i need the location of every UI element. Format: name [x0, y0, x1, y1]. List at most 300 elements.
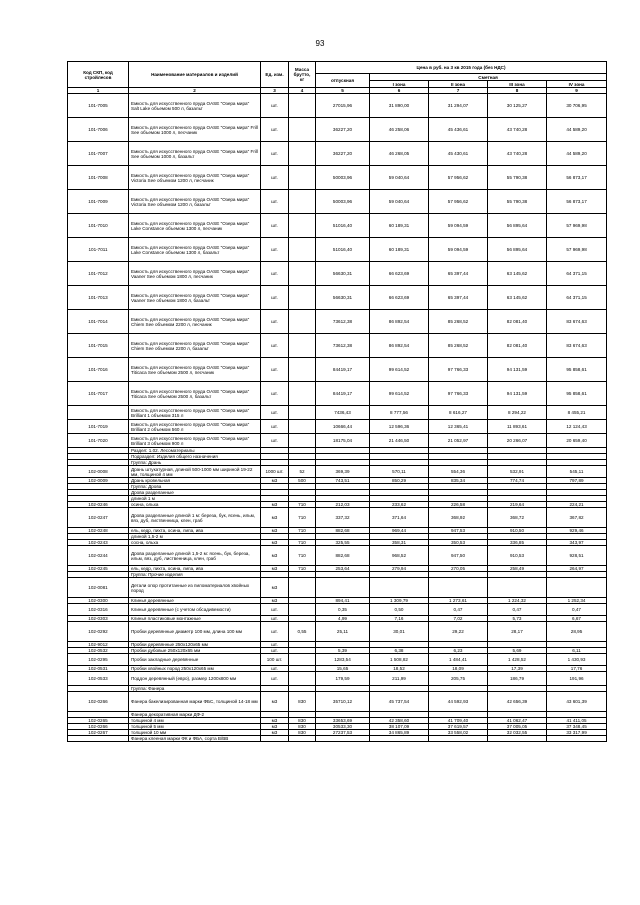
item-unit: м3	[261, 478, 289, 484]
item-name: Емкость для искусственного пруда OASE "Озера мира" Frill See объемом 1000 л, песчаник	[129, 118, 261, 142]
table-row	[68, 310, 607, 334]
item-mass	[289, 604, 316, 616]
zone4-price: 264,97	[547, 566, 607, 572]
table-row	[68, 262, 607, 286]
item-mass	[289, 672, 316, 686]
zone1-price: 46 268,05	[370, 142, 429, 166]
zone2-price: 350,53	[429, 540, 488, 546]
release-price: 84419,17	[316, 382, 370, 406]
item-code: 101-7005	[68, 94, 129, 118]
zone4-price: 64 371,15	[547, 286, 607, 310]
empty-cell	[429, 736, 488, 742]
item-code: 102-0244	[68, 546, 129, 566]
zone2-price: 835,34	[429, 478, 488, 484]
section-title: Группа: Прочие изделия	[129, 572, 261, 578]
item-code: 102-0248	[68, 528, 129, 534]
zone3-price: 11 893,61	[488, 420, 547, 434]
zone1-price: 60 189,31	[370, 214, 429, 238]
item-code: 102-0243	[68, 540, 129, 546]
item-unit: м3	[261, 528, 289, 534]
item-unit: м3	[261, 692, 289, 712]
item-unit: шт.	[261, 648, 289, 654]
item-name: ель, кедр, пихта, осина, липа, ива	[129, 566, 261, 572]
item-name: Емкость для искусственного пруда OASE "Озера мира" Lake Constance объемом 1300 л, песчаник	[129, 214, 261, 238]
item-unit: м3	[261, 598, 289, 604]
zone1-price: 233,62	[370, 502, 429, 508]
release-price: 179,59	[316, 672, 370, 686]
item-unit: шт.	[261, 214, 289, 238]
release-price: 50003,96	[316, 166, 370, 190]
zone1-price: 12 596,36	[370, 420, 429, 434]
item-code: 102-0300	[68, 598, 129, 604]
item-code: 102-0316	[68, 604, 129, 616]
zone3-price: 94 131,59	[488, 382, 547, 406]
zone4-price: 64 371,15	[547, 262, 607, 286]
zone2-price: 41 709,40	[429, 718, 488, 724]
item-unit: шт.	[261, 434, 289, 448]
zone3-price: 1 224,32	[488, 598, 547, 604]
index-cell: 2	[129, 88, 261, 94]
item-mass: 830	[289, 730, 316, 736]
item-name: ель, кедр, пихта, осина, липа, ива	[129, 528, 261, 534]
zone1-price: 968,52	[370, 546, 429, 566]
zone2-price: 85 268,52	[429, 334, 488, 358]
zone4-price: 33 317,99	[547, 730, 607, 736]
zone3-price	[488, 578, 547, 598]
zone1-price: 59 040,64	[370, 166, 429, 190]
item-code: 101-7007	[68, 142, 129, 166]
zone3-price: 774,74	[488, 478, 547, 484]
zone3-price: 28,17	[488, 622, 547, 642]
price-table	[67, 61, 607, 742]
header-release: отпускная	[316, 74, 370, 88]
item-mass	[289, 214, 316, 238]
item-code: 101-7017	[68, 382, 129, 406]
zone2-price: 59 094,59	[429, 238, 488, 262]
item-unit: шт.	[261, 622, 289, 642]
zone4-price: 343,97	[547, 540, 607, 546]
table-row	[68, 672, 607, 686]
index-cell: 4	[289, 88, 316, 94]
item-name: толщиной 4 мм	[129, 718, 261, 724]
item-code: 101-7011	[68, 238, 129, 262]
item-name: Дрань штукатурная, длиной 500-1000 мм шириной 19-22 мм, толщиной 4 мм	[129, 466, 261, 478]
release-price: 1283,54	[316, 654, 370, 666]
item-code: 101-7020	[68, 434, 129, 448]
section-title: Группа: Дрань	[129, 460, 261, 466]
empty-cell	[547, 736, 607, 742]
item-code: 102-0265	[68, 718, 129, 724]
item-mass	[289, 118, 316, 142]
table-row	[68, 508, 607, 528]
release-price: 212,03	[316, 502, 370, 508]
zone2-price: 554,36	[429, 466, 488, 478]
table-row	[68, 692, 607, 712]
release-price: 369,39	[316, 466, 370, 478]
zone3-price: 82 081,40	[488, 310, 547, 334]
release-price: 35710,12	[316, 692, 370, 712]
table-row	[68, 434, 607, 448]
zone4-price: 83 674,63	[547, 310, 607, 334]
zone4-price: 224,21	[547, 502, 607, 508]
table-row	[68, 598, 607, 604]
item-unit: шт.	[261, 190, 289, 214]
zone1-price: 371,64	[370, 508, 429, 528]
release-price: 894,41	[316, 598, 370, 604]
item-unit: шт.	[261, 604, 289, 616]
item-name: Емкость для искусственного пруда OASE "Озера мира" Vaaner See объемом 1800 л, песчаник	[129, 262, 261, 286]
release-price: 15,65	[316, 666, 370, 672]
item-code: 101-7008	[68, 166, 129, 190]
table-row	[68, 142, 607, 166]
item-code: 102-0246	[68, 502, 129, 508]
item-name: Пробки дубовые 250х120х65 мм	[129, 648, 261, 654]
item-unit: шт.	[261, 358, 289, 382]
index-cell: 8	[488, 88, 547, 94]
release-price: 84419,17	[316, 358, 370, 382]
zone2-price: 65 397,44	[429, 286, 488, 310]
zone4-price: 928,51	[547, 546, 607, 566]
item-mass	[289, 262, 316, 286]
zone1-price: 30,01	[370, 622, 429, 642]
item-code: 102-0266	[68, 724, 129, 730]
zone4-price: 6,11	[547, 648, 607, 654]
zone1-price: 1 508,82	[370, 654, 429, 666]
zone2-price: 97 766,33	[429, 382, 488, 406]
zone3-price: 82 081,40	[488, 334, 547, 358]
zone1-price: 34 865,89	[370, 730, 429, 736]
item-code: 101-7012	[68, 262, 129, 286]
zone2-price: 97 766,33	[429, 358, 488, 382]
zone4-price: 56 873,17	[547, 166, 607, 190]
release-price: 0,35	[316, 604, 370, 616]
item-name: осина, ольха	[129, 502, 261, 508]
header-code: Код СКП, код стройлесов	[68, 62, 129, 88]
item-name: Емкость для искусственного пруда OASE "Озера мира" Chiem See объемом 2200 л, песчаник	[129, 310, 261, 334]
item-name: сосна, ольха	[129, 540, 261, 546]
zone3-price: 186,79	[488, 672, 547, 686]
item-unit: шт.	[261, 118, 289, 142]
zone1-price: 46 258,06	[370, 118, 429, 142]
zone2-price: 37 619,57	[429, 724, 488, 730]
table-row	[68, 94, 607, 118]
item-unit: шт.	[261, 286, 289, 310]
item-code: 102-0008	[68, 466, 129, 478]
zone3-price: 1 428,52	[488, 654, 547, 666]
zone1-price: 279,94	[370, 566, 429, 572]
empty-cell	[316, 736, 370, 742]
item-code: 102-0267	[68, 730, 129, 736]
item-unit: м3	[261, 540, 289, 546]
release-price: 51016,40	[316, 214, 370, 238]
item-mass: 710	[289, 508, 316, 528]
zone4-price: 545,11	[547, 466, 607, 478]
item-name: Емкость для искусственного пруда OASE "Озера мира" Brilliant 3 объемом 900 л	[129, 434, 261, 448]
item-unit: шт.	[261, 672, 289, 686]
zone2-price: 18,09	[429, 666, 488, 672]
empty-cell	[261, 736, 289, 742]
item-unit: м3	[261, 502, 289, 508]
item-code: 102-0531	[68, 666, 129, 672]
header-zone1: I зона	[370, 81, 429, 88]
zone1-price	[370, 578, 429, 598]
item-name: Пробки хвойных пород 250х120х65 мм	[129, 666, 261, 672]
zone2-price: 85 268,52	[429, 310, 488, 334]
item-unit: шт.	[261, 382, 289, 406]
item-code: 101-7014	[68, 310, 129, 334]
index-cell: 9	[547, 88, 607, 94]
zone1-price: 99 614,52	[370, 358, 429, 382]
empty-cell	[289, 736, 316, 742]
zone1-price: 99 614,52	[370, 382, 429, 406]
item-mass	[289, 334, 316, 358]
item-mass	[289, 166, 316, 190]
release-price: 56630,31	[316, 286, 370, 310]
zone3-price: 32 032,55	[488, 730, 547, 736]
item-mass	[289, 310, 316, 334]
zone1-price: 969,44	[370, 528, 429, 534]
section-code-cell	[68, 736, 129, 742]
item-code: 101-7015	[68, 334, 129, 358]
zone1-price: 60 189,31	[370, 238, 429, 262]
zone2-price: 59 094,59	[429, 214, 488, 238]
zone3-price: 42 656,39	[488, 692, 547, 712]
zone3-price: 43 740,28	[488, 142, 547, 166]
zone2-price: 270,05	[429, 566, 488, 572]
zone4-price: 191,96	[547, 672, 607, 686]
zone4-price: 44 589,20	[547, 142, 607, 166]
zone3-price: 56 895,64	[488, 238, 547, 262]
item-mass	[289, 142, 316, 166]
zone3-price: 63 145,62	[488, 262, 547, 286]
table-row	[68, 214, 607, 238]
zone3-price: 5,69	[488, 648, 547, 654]
zone2-price: 0,47	[429, 604, 488, 616]
zone2-price: 7,02	[429, 616, 488, 622]
zone3-price: 55 790,38	[488, 166, 547, 190]
table-row	[68, 466, 607, 478]
table-row	[68, 654, 607, 666]
zone1-price: 358,31	[370, 540, 429, 546]
item-name: Клинья пластиковые монтажные	[129, 616, 261, 622]
index-cell: 5	[316, 88, 370, 94]
zone3-price: 17,39	[488, 666, 547, 672]
zone2-price: 205,75	[429, 672, 488, 686]
zone4-price: 83 674,63	[547, 334, 607, 358]
item-unit: м3	[261, 578, 289, 598]
item-code: 102-0303	[68, 616, 129, 622]
release-price: 10666,44	[316, 420, 370, 434]
item-code: 102-0292	[68, 622, 129, 642]
item-unit: м3	[261, 508, 289, 528]
zone1-price: 850,29	[370, 478, 429, 484]
item-code	[68, 406, 129, 420]
item-unit: шт.	[261, 142, 289, 166]
item-code: 102-0533	[68, 672, 129, 686]
section-title: Раздел: 1.02. Лесоматериалы	[129, 448, 261, 454]
zone1-price: 18,52	[370, 666, 429, 672]
table-row	[68, 724, 607, 730]
release-price: 4,99	[316, 616, 370, 622]
section-row	[68, 736, 607, 742]
release-price	[316, 578, 370, 598]
item-name: Емкость для искусственного пруда OASE "Озера мира" Titicaca See объемом 2500 л, песчаник	[129, 358, 261, 382]
zone3-price: 219,64	[488, 502, 547, 508]
item-code: 101-7013	[68, 286, 129, 310]
release-price: 7436,43	[316, 406, 370, 420]
item-unit: 1000 шт.	[261, 466, 289, 478]
zone2-price: 57 956,62	[429, 190, 488, 214]
item-unit: шт.	[261, 94, 289, 118]
table-row	[68, 420, 607, 434]
zone4-price: 1 252,34	[547, 598, 607, 604]
zone4-price: 1 430,93	[547, 654, 607, 666]
item-mass	[289, 286, 316, 310]
zone1-price: 86 892,54	[370, 334, 429, 358]
item-unit: м3	[261, 730, 289, 736]
item-name: Емкость для искусственного пруда OASE "Озера мира" Brilliant 2 объемом 560 л	[129, 420, 261, 434]
item-name: Емкость для искусственного пруда OASE "Озера мира" Salt Lake объемом 500 л, базальт	[129, 94, 261, 118]
table-row	[68, 286, 607, 310]
table-row	[68, 718, 607, 724]
zone3-price: 910,53	[488, 546, 547, 566]
release-price: 5,39	[316, 648, 370, 654]
item-unit: шт.	[261, 420, 289, 434]
item-name: Емкость для искусственного пруда OASE "Озера мира" Victoria See объемом 1200 л, базальт	[129, 190, 261, 214]
zone4-price: 0,47	[547, 604, 607, 616]
table-row	[68, 604, 607, 616]
empty-cell	[370, 736, 429, 742]
item-name: Пробки деревянные 250х120х65 мм	[129, 642, 261, 648]
item-name: толщиной 5 мм	[129, 724, 261, 730]
header-zone3: III зона	[488, 81, 547, 88]
item-mass	[289, 94, 316, 118]
zone4-price: 95 858,61	[547, 382, 607, 406]
item-name: Пробки закладные деревянные	[129, 654, 261, 666]
section-title: Подраздел: Изделия общего назначения	[129, 454, 261, 460]
zone3-price: 56 895,64	[488, 214, 547, 238]
item-mass	[289, 420, 316, 434]
item-mass	[289, 654, 316, 666]
table-row	[68, 382, 607, 406]
item-name: Емкость для искусственного пруда OASE "Озера мира" Chiem See объемом 2200 л, базальт	[129, 334, 261, 358]
header-mass: Масса брутто, кг	[289, 62, 316, 88]
release-price: 18175,04	[316, 434, 370, 448]
item-unit: м3	[261, 566, 289, 572]
zone4-price: 44 589,20	[547, 118, 607, 142]
zone3-price: 910,50	[488, 528, 547, 534]
zone1-price: 66 623,69	[370, 286, 429, 310]
zone1-price: 570,11	[370, 466, 429, 478]
release-price: 27015,96	[316, 94, 370, 118]
release-price: 33653,69	[316, 718, 370, 724]
zone1-price: 0,50	[370, 604, 429, 616]
zone4-price: 57 969,98	[547, 238, 607, 262]
release-price: 50003,96	[316, 190, 370, 214]
zone1-price: 1 309,79	[370, 598, 429, 604]
item-mass: 710	[289, 502, 316, 508]
zone4-price: 929,46	[547, 528, 607, 534]
zone3-price: 5,73	[488, 616, 547, 622]
index-cell: 6	[370, 88, 429, 94]
zone2-price: 57 956,62	[429, 166, 488, 190]
zone3-price: 94 131,59	[488, 358, 547, 382]
release-price: 73612,38	[316, 334, 370, 358]
zone3-price: 532,91	[488, 466, 547, 478]
header-estimate: Сметная	[370, 74, 607, 81]
zone2-price: 1 273,61	[429, 598, 488, 604]
item-code: 101-7016	[68, 358, 129, 382]
item-unit: шт.	[261, 166, 289, 190]
zone1-price: 42 358,60	[370, 718, 429, 724]
zone2-price: 31 294,07	[429, 94, 488, 118]
item-code: 102-0245	[68, 566, 129, 572]
zone1-price: 8 777,56	[370, 406, 429, 420]
release-price: 36227,20	[316, 142, 370, 166]
item-mass	[289, 358, 316, 382]
header-zone4: IV зона	[547, 81, 607, 88]
zone4-price: 6,67	[547, 616, 607, 622]
item-mass: 500	[289, 478, 316, 484]
zone3-price: 43 740,28	[488, 118, 547, 142]
release-price: 36227,20	[316, 118, 370, 142]
zone1-price: 21 446,50	[370, 434, 429, 448]
page-number: 93	[315, 39, 325, 48]
zone1-price: 66 623,69	[370, 262, 429, 286]
item-mass: 0,55	[289, 622, 316, 642]
zone2-price: 45 436,61	[429, 118, 488, 142]
item-mass	[289, 238, 316, 262]
item-mass	[289, 382, 316, 406]
zone1-price: 211,99	[370, 672, 429, 686]
item-code: 102-0532	[68, 648, 129, 654]
section-title: Дрова разделанные	[129, 490, 261, 496]
item-name: Дрова разделанные длиной 1 м: береза, бук, ясень, ильм, вяз, дуб, лиственница, клен, граб	[129, 508, 261, 528]
zone4-price: 28,95	[547, 622, 607, 642]
zone2-price	[429, 578, 488, 598]
zone3-price: 8 294,22	[488, 406, 547, 420]
zone1-price: 38 107,09	[370, 724, 429, 730]
zone2-price: 12 365,41	[429, 420, 488, 434]
table-header	[68, 62, 607, 94]
item-unit: шт.	[261, 616, 289, 622]
item-mass: 52	[289, 466, 316, 478]
release-price: 73612,38	[316, 310, 370, 334]
item-mass	[289, 406, 316, 420]
zone2-price: 44 592,93	[429, 692, 488, 712]
item-name: Клинья деревянные (с учетом обсадивемости)	[129, 604, 261, 616]
zone4-price: 57 969,98	[547, 214, 607, 238]
section-title: Фанера клееная марки ФК и ФБА, сорта В/ВВ	[129, 736, 261, 742]
item-unit: м3	[261, 546, 289, 566]
zone1-price: 59 040,64	[370, 190, 429, 214]
zone2-price: 65 397,44	[429, 262, 488, 286]
header-zone2: II зона	[429, 81, 488, 88]
zone3-price: 336,85	[488, 540, 547, 546]
table-row	[68, 358, 607, 382]
item-mass: 830	[289, 692, 316, 712]
zone1-price: 86 892,54	[370, 310, 429, 334]
zone1-price: 45 737,54	[370, 692, 429, 712]
item-name: Дрань кровельная	[129, 478, 261, 484]
zone2-price: 368,92	[429, 508, 488, 528]
zone1-price: 7,16	[370, 616, 429, 622]
empty-cell	[488, 736, 547, 742]
item-unit: шт.	[261, 666, 289, 672]
table-row	[68, 190, 607, 214]
zone4-price: 8 455,21	[547, 406, 607, 420]
zone3-price: 30 125,27	[488, 94, 547, 118]
